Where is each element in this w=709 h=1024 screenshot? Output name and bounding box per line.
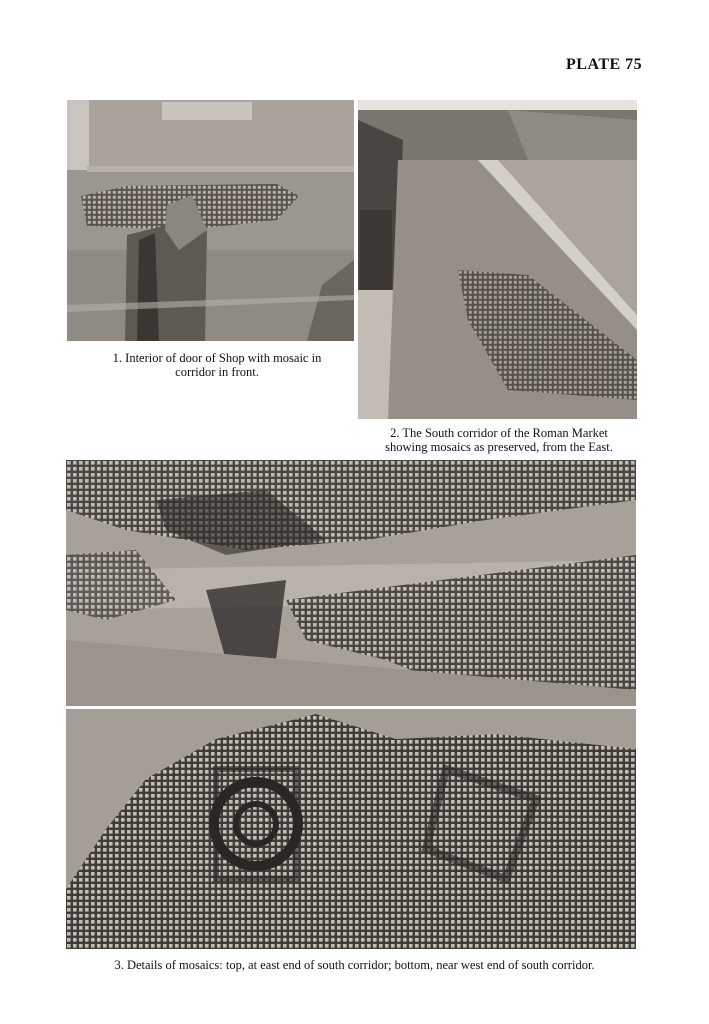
plate-label: PLATE 75 <box>566 56 643 73</box>
photo-mosaic-west-end <box>66 709 636 949</box>
photo-south-corridor <box>358 100 637 419</box>
photo-mosaic-east-end <box>66 460 636 706</box>
figure-3-caption-line-1: 3. Details of mosaics: top, at east end of south corridor; bottom, near west end of south corridor. <box>114 958 595 972</box>
figure-2-caption <box>360 426 638 454</box>
figure-2-caption-line-2: showing mosaics as preserved, from the East. <box>385 440 613 454</box>
figure-3-caption <box>62 958 647 972</box>
photo-shop-door-interior <box>67 100 354 341</box>
figure-1-caption-line-2: corridor in front. <box>175 365 259 379</box>
figure-1-caption-line-1: 1. Interior of door of Shop with mosaic in <box>112 351 322 365</box>
figure-1-caption <box>72 351 362 379</box>
figure-2-caption-line-1: 2. The South corridor of the Roman Market <box>390 426 608 440</box>
